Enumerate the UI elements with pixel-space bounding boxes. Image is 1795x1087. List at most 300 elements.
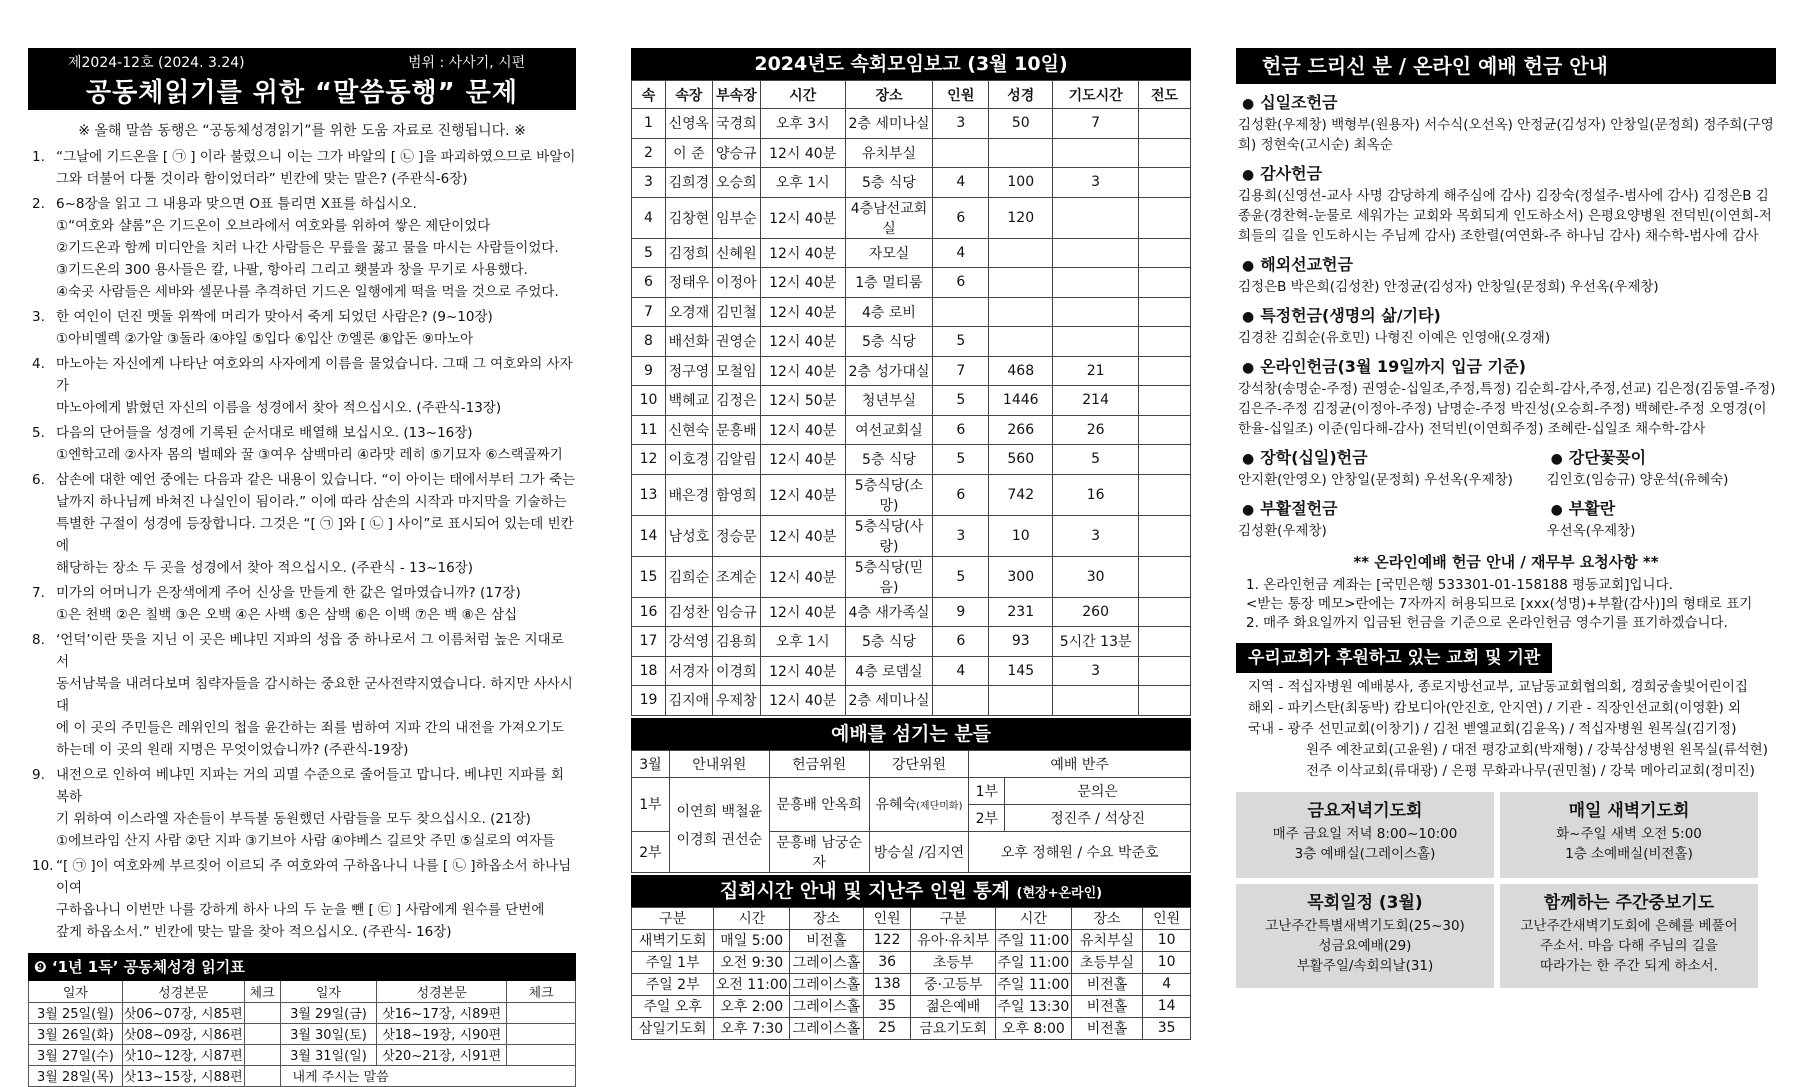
meeting-cell xyxy=(1053,686,1139,716)
info-box xyxy=(1236,792,1494,878)
offering-section-title-text: 해외선교헌금 xyxy=(1260,255,1353,274)
servers-part-1: 1부 xyxy=(632,777,670,831)
meeting-cell: 12시 40분 xyxy=(760,415,845,445)
offering-section-title xyxy=(1236,356,1776,379)
stats-cell: 유치부실 xyxy=(1071,929,1143,951)
meeting-cell: 16 xyxy=(632,597,666,627)
easter-offering-names: 김성환(우제창) xyxy=(1238,523,1327,539)
meeting-cell: 3 xyxy=(632,168,666,198)
stats-cell: 주일 11:00 xyxy=(995,951,1071,973)
meeting-cell: 9 xyxy=(933,597,989,627)
meeting-header: 인원 xyxy=(933,81,989,109)
bullet-icon: ● xyxy=(1242,96,1255,112)
meeting-row xyxy=(632,686,1191,716)
meeting-cell: 5 xyxy=(933,327,989,357)
meeting-cell: 14 xyxy=(632,515,666,556)
question-line: 하는데 이 곳의 원래 지명은 무엇이었습니까? (주관식-19장) xyxy=(56,742,409,758)
meeting-cell: 우제창 xyxy=(712,686,760,716)
stats-cell: 오후 7:30 xyxy=(714,1017,790,1039)
meeting-cell: 김성찬 xyxy=(665,597,712,627)
meeting-report-title: 2024년도 속회모임보고 (3월 10일) xyxy=(631,48,1191,80)
meeting-cell xyxy=(1139,197,1191,238)
meeting-cell: 여선교회실 xyxy=(845,415,933,445)
offering-pair-1 xyxy=(1236,447,1776,490)
stats-table xyxy=(631,907,1191,1040)
meeting-cell xyxy=(1053,268,1139,298)
bullet-icon: ● xyxy=(1550,502,1563,518)
servers-altar-header: 강단위원 xyxy=(869,750,969,777)
plan-cell: 삿16~17장, 시89편 xyxy=(377,1002,507,1023)
meeting-cell: 모철임 xyxy=(712,356,760,386)
stats-row xyxy=(632,929,1191,951)
quiz-note: ※ 올해 말씀 동행은 “공동체성경읽기”를 위한 도움 자료로 진행됩니다. ※ xyxy=(78,123,526,139)
meeting-cell: 5 xyxy=(933,556,989,597)
plan-cell: 삿10~12장, 시87편 xyxy=(122,1044,244,1065)
stats-cell: 오전 11:00 xyxy=(714,973,790,995)
offering-section-title xyxy=(1236,163,1776,186)
offering-section-title-text: 십일조헌금 xyxy=(1260,93,1338,112)
offering-section-title-text: 특정헌금(생명의 삶/기타) xyxy=(1260,306,1441,325)
question-line: 내전으로 인하여 베냐민 지파는 거의 괴멸 수준으로 줄어들고 맙니다. 베냐민 지파를 회복하 xyxy=(56,767,564,805)
offering-section xyxy=(1236,356,1776,439)
plan-header: 성경본문 xyxy=(122,981,244,1002)
meeting-cell: 17 xyxy=(632,627,666,657)
accompany-pm-name: 오후 정해원 xyxy=(1000,844,1073,861)
easter-egg-names: 우선옥(우제창) xyxy=(1546,523,1636,539)
meeting-cell: 4 xyxy=(933,238,989,268)
meeting-row xyxy=(632,138,1191,168)
meeting-cell: 5층식당(사랑) xyxy=(845,515,933,556)
meeting-cell xyxy=(989,297,1053,327)
stats-row xyxy=(632,1017,1191,1039)
plan-cell: 3월 27일(수) xyxy=(29,1044,123,1065)
question-line: 그와 더불어 다툴 것이라 함이었더라” 빈칸에 맞는 말은? (주관식-6장) xyxy=(56,171,468,187)
plan-cell: 3월 25일(월) xyxy=(29,1002,123,1023)
stats-cell: 비전홀 xyxy=(1071,1017,1143,1039)
meeting-cell: 조계순 xyxy=(712,556,760,597)
question-item xyxy=(28,193,576,303)
meeting-cell xyxy=(989,138,1053,168)
stats-cell: 삼일기도회 xyxy=(632,1017,714,1039)
info-box-line: 성금요예배(29) xyxy=(1318,938,1412,954)
plan-cell: 삿20~21장, 시91편 xyxy=(377,1044,507,1065)
meeting-cell xyxy=(1139,597,1191,627)
accompany-2bu-name: 정진주 / 석상진 xyxy=(1005,804,1191,831)
question-item xyxy=(28,629,576,761)
meeting-cell: 5 xyxy=(1053,445,1139,475)
stats-cell: 비전홀 xyxy=(790,929,864,951)
meeting-cell: 93 xyxy=(989,627,1053,657)
plan-cell: 3월 30일(토) xyxy=(280,1023,377,1044)
bullet-icon: ● xyxy=(1242,451,1255,467)
meeting-cell: 3 xyxy=(933,515,989,556)
meeting-cell: 16 xyxy=(1053,474,1139,515)
accompany-pm: 오후 정해원 / 수요 박준호 xyxy=(969,831,1191,872)
plan-cell xyxy=(244,1044,280,1065)
meeting-cell: 3 xyxy=(1053,515,1139,556)
meeting-cell: 231 xyxy=(989,597,1053,627)
stats-cell: 10 xyxy=(1143,929,1191,951)
offering-section-line: 강석창(송명순-주정) 권영순-십일조,주정,특정) 김순희-감사,주정,선교) 김은정(김동열-주정) xyxy=(1238,381,1776,397)
meeting-cell xyxy=(1139,138,1191,168)
plan-cell xyxy=(244,1023,280,1044)
plan-cell: 3월 28일(목) xyxy=(29,1065,123,1086)
meeting-cell: 6 xyxy=(632,268,666,298)
meeting-row xyxy=(632,415,1191,445)
support-line: 해외 - 파키스탄(최동박) 캄보디아(안진호, 안지연) / 기관 - 직장인선교회(이영환) 외 xyxy=(1248,700,1742,716)
meeting-header: 부속장 xyxy=(712,81,760,109)
meeting-cell xyxy=(1139,656,1191,686)
meeting-cell: 1446 xyxy=(989,386,1053,416)
stats-header: 인원 xyxy=(863,907,911,929)
meeting-cell: 12시 40분 xyxy=(760,445,845,475)
accompany-1bu-name: 문의은 xyxy=(1005,777,1191,804)
meeting-cell xyxy=(1139,686,1191,716)
servers-guide-header: 안내위원 xyxy=(669,750,769,777)
meeting-cell: 6 xyxy=(933,268,989,298)
meeting-row xyxy=(632,268,1191,298)
meeting-cell: 이정아 xyxy=(712,268,760,298)
offering-pair-2 xyxy=(1236,498,1776,541)
meeting-header: 성경 xyxy=(989,81,1053,109)
easter-egg-title xyxy=(1545,498,1776,521)
plan-cell: 3월 26일(화) xyxy=(29,1023,123,1044)
stats-cell: 초등부 xyxy=(911,951,996,973)
stats-header: 장소 xyxy=(1071,907,1143,929)
servers-month-header: 3월 xyxy=(632,750,670,777)
meeting-cell: 유치부실 xyxy=(845,138,933,168)
offering-section-title xyxy=(1236,305,1776,328)
stats-cell: 중·고등부 xyxy=(911,973,996,995)
meeting-cell: 12시 40분 xyxy=(760,597,845,627)
bullet-icon: ● xyxy=(1550,451,1563,467)
meeting-cell: 4 xyxy=(933,656,989,686)
stats-cell: 금요기도회 xyxy=(911,1017,996,1039)
meeting-cell: 신현숙 xyxy=(665,415,712,445)
question-line: 구하옵나니 이번만 나를 강하게 하사 나의 두 눈을 뺀 [ ㉢ ] 사람에게 원수를 단번에 xyxy=(56,902,545,918)
meeting-cell: 오후 1시 xyxy=(760,627,845,657)
meeting-cell: 신혜원 xyxy=(712,238,760,268)
meeting-cell: 15 xyxy=(632,556,666,597)
offering-section-title-text: 온라인헌금(3월 19일까지 입금 기준) xyxy=(1260,357,1526,376)
offering-section-line: 희) 정현숙(고시순) 최옥순 xyxy=(1238,137,1393,153)
meeting-cell: 신영옥 xyxy=(665,109,712,139)
meeting-cell: 3 xyxy=(1053,656,1139,686)
question-line: ①아비멜렉 ②가알 ③돌라 ④야일 ⑤입다 ⑥입산 ⑦엘론 ⑧압돈 ⑨마노아 xyxy=(56,331,474,347)
meeting-cell: 12시 40분 xyxy=(760,197,845,238)
plan-note-cell: 내게 주시는 말씀 xyxy=(280,1065,575,1086)
info-box xyxy=(1500,884,1758,988)
question-line: ①엔학고레 ②사자 몸의 벌떼와 꿀 ③여우 삼백마리 ④라맛 레히 ⑤기묘자 ⑥스랙골짜기 xyxy=(56,447,563,463)
meeting-cell: 7 xyxy=(1053,109,1139,139)
offering-section-line: 희들의 길을 인도하시는 주님께 감사) 조한렬(여연화-주 하나님 감사) 채수학-범사에 감사 xyxy=(1238,228,1759,244)
meeting-cell xyxy=(989,686,1053,716)
meeting-report-table xyxy=(631,80,1191,716)
meeting-cell: 12시 40분 xyxy=(760,686,845,716)
question-item xyxy=(28,353,576,419)
stats-cell: 주일 오후 xyxy=(632,995,714,1017)
meeting-header: 속 xyxy=(632,81,666,109)
meeting-cell: 백혜교 xyxy=(665,386,712,416)
stats-title-note: (현장+온라인) xyxy=(1016,885,1103,901)
meeting-cell: 4 xyxy=(632,197,666,238)
meeting-cell: 260 xyxy=(1053,597,1139,627)
question-line: ①“여호와 샬롬”은 기드온이 오브라에서 여호와를 위하여 쌓은 제단이었다 xyxy=(56,218,491,234)
meeting-cell: 오승희 xyxy=(712,168,760,198)
plan-row xyxy=(29,1065,576,1086)
meeting-cell xyxy=(1139,238,1191,268)
question-line: 기 위하여 이스라엘 자손들이 부득불 동원했던 사람들을 모두 찾으십시오. (21장) xyxy=(56,811,531,827)
meeting-cell: 742 xyxy=(989,474,1053,515)
stats-cell: 오후 2:00 xyxy=(714,995,790,1017)
meeting-cell xyxy=(1139,627,1191,657)
plan-cell xyxy=(507,1023,576,1044)
meeting-cell: 3 xyxy=(1053,168,1139,198)
meeting-cell: 11 xyxy=(632,415,666,445)
support-line-indented: 전주 이삭교회(류대광) / 은평 무화과나무(권민철) / 강북 메아리교회(정미진) xyxy=(1306,763,1755,779)
offering-section-line: 김성환(우제창) 백형부(원용자) 서수식(오선옥) 안정균(김성자) 안창일(문정희) 정주희(구영 xyxy=(1238,117,1774,133)
meeting-header: 시간 xyxy=(760,81,845,109)
meeting-cell xyxy=(933,297,989,327)
question-line: ①에브라임 산지 사람 ②단 지파 ③기브아 사람 ④야베스 길르앗 주민 ⑤실로의 여자들 xyxy=(56,833,555,849)
question-number: 9. xyxy=(32,767,45,783)
accompany-wed-name: 수요 박준호 xyxy=(1086,844,1159,861)
reading-range: 범위 : 사사기, 시편 xyxy=(408,55,526,71)
meeting-cell: 12시 40분 xyxy=(760,238,845,268)
meeting-cell: 560 xyxy=(989,445,1053,475)
stats-cell: 그레이스홀 xyxy=(790,973,864,995)
meeting-cell: 이경희 xyxy=(712,656,760,686)
info-box-line: 매주 금요일 저녁 8:00~10:00 xyxy=(1272,826,1458,842)
meeting-row xyxy=(632,556,1191,597)
meeting-cell: 26 xyxy=(1053,415,1139,445)
flower-title-text: 강단꽃꽂이 xyxy=(1568,448,1647,467)
question-number: 4. xyxy=(32,356,45,372)
meeting-cell: 5층 식당 xyxy=(845,327,933,357)
scholarship-names: 안지환(안영오) 안창일(문정희) 우선옥(우제창) xyxy=(1238,472,1513,488)
guide-names-2: 이경희 권선순 xyxy=(676,831,763,848)
quiz-column xyxy=(28,48,576,1087)
meeting-cell: 5층 식당 xyxy=(845,168,933,198)
offering-section xyxy=(1236,254,1776,297)
info-box-line: 고난주간특별새벽기도회(25~30) xyxy=(1265,918,1465,934)
meeting-cell: 120 xyxy=(989,197,1053,238)
bullet-icon: ● xyxy=(1242,258,1255,274)
meeting-cell: 30 xyxy=(1053,556,1139,597)
plan-cell: 삿13~15장, 시88편 xyxy=(122,1065,244,1086)
question-item xyxy=(28,146,576,190)
plan-cell xyxy=(507,1002,576,1023)
question-item xyxy=(28,855,576,943)
stats-cell: 매일 5:00 xyxy=(714,929,790,951)
meeting-cell xyxy=(933,138,989,168)
meeting-cell: 12시 40분 xyxy=(760,474,845,515)
meeting-cell: 정태우 xyxy=(665,268,712,298)
meeting-row xyxy=(632,656,1191,686)
meeting-cell: 12시 40분 xyxy=(760,138,845,168)
online-offering-item: <받는 통장 메모>란에는 7자까지 허용되므로 [xxx(성명)+부활(감사)]의 형태로 표기 xyxy=(1246,596,1753,612)
offering-section-title xyxy=(1236,254,1776,277)
meeting-cell: 이 준 xyxy=(665,138,712,168)
plan-cell: 삿08~09장, 시86편 xyxy=(122,1023,244,1044)
meeting-header: 장소 xyxy=(845,81,933,109)
question-number: 10. xyxy=(32,858,54,874)
plan-cell xyxy=(244,1002,280,1023)
info-boxes xyxy=(1236,792,1776,988)
stats-cell: 그레이스홀 xyxy=(790,1017,864,1039)
question-line: 특별한 구절이 성경에 등장합니다. 그것은 “[ ㉠ ]와 [ ㉡ ] 사이”로 표시되어 있는데 빈칸에 xyxy=(56,516,574,554)
meeting-cell: 자모실 xyxy=(845,238,933,268)
stats-cell: 35 xyxy=(1143,1017,1191,1039)
plan-header: 일자 xyxy=(280,981,377,1002)
meeting-cell: 4 xyxy=(933,168,989,198)
plan-header: 성경본문 xyxy=(377,981,507,1002)
question-item xyxy=(28,306,576,350)
meeting-cell: 12 xyxy=(632,445,666,475)
stats-cell: 그레이스홀 xyxy=(790,995,864,1017)
online-offering-head: ** 온라인예배 헌금 안내 / 재무부 요청사항 ** xyxy=(1353,553,1659,571)
plan-cell: 3월 29일(금) xyxy=(280,1002,377,1023)
meeting-cell: 468 xyxy=(989,356,1053,386)
meeting-cell xyxy=(1139,415,1191,445)
question-line: ③기드온의 300 용사들은 칼, 나팔, 항아리 그리고 횃불과 창을 무기로 사용했다. xyxy=(56,262,528,278)
question-line: ④숙곳 사람들은 세바와 셀문나를 추격하던 기드온 일행에게 떡을 먹을 것으로 주었다. xyxy=(56,284,559,300)
meeting-cell: 50 xyxy=(989,109,1053,139)
info-box-line: 고난주간새벽기도회에 은혜를 베풀어 xyxy=(1520,918,1738,934)
stats-cell: 초등부실 xyxy=(1071,951,1143,973)
question-line: 갚게 하옵소서.” 빈칸에 맞는 말을 찾아 적으십시오. (주관식- 16장) xyxy=(56,924,452,940)
scholarship-title-text: 장학(십일)헌금 xyxy=(1260,448,1368,467)
meeting-cell: 12시 40분 xyxy=(760,556,845,597)
flower-title xyxy=(1545,447,1776,470)
altar-name: 유혜숙 xyxy=(875,797,917,813)
info-box-line: 부활주일/속회의날(31) xyxy=(1296,958,1434,974)
scholarship-title xyxy=(1236,447,1545,470)
stats-cell: 오전 9:30 xyxy=(714,951,790,973)
meeting-cell: 김지애 xyxy=(665,686,712,716)
meeting-cell: 양승규 xyxy=(712,138,760,168)
stats-header: 구분 xyxy=(632,907,714,929)
meeting-cell: 214 xyxy=(1053,386,1139,416)
meeting-cell: 6 xyxy=(933,415,989,445)
meeting-cell: 8 xyxy=(632,327,666,357)
issue-number: 제2024-12호 (2024. 3.24) xyxy=(68,55,245,71)
offering-section-line: 한율-십일조) 이준(임다해-감사) 전덕빈(이연희주정) 조혜란-십일조 채수학-감사 xyxy=(1238,421,1706,437)
meeting-cell: 임부순 xyxy=(712,197,760,238)
meeting-cell: 6 xyxy=(933,197,989,238)
info-box-line: 따라가는 한 주간 되게 하소서. xyxy=(1540,958,1718,974)
question-item xyxy=(28,582,576,626)
stats-cell: 그레이스홀 xyxy=(790,951,864,973)
meeting-cell: 정구영 xyxy=(665,356,712,386)
meeting-row xyxy=(632,197,1191,238)
meeting-cell xyxy=(933,686,989,716)
meeting-row xyxy=(632,445,1191,475)
bullet-icon: ● xyxy=(1242,167,1255,183)
quiz-title: 공동체읽기를 위한 “말씀동행” 문제 xyxy=(86,78,518,108)
meeting-cell xyxy=(1139,109,1191,139)
meeting-cell xyxy=(1139,356,1191,386)
online-offering-item: 1. 온라인헌금 계좌는 [국민은행 533301-01-158188 평동교회]입니다. xyxy=(1246,577,1673,593)
question-item xyxy=(28,422,576,466)
stats-cell: 주일 11:00 xyxy=(995,973,1071,995)
info-box-line: 1층 소예배실(비전홀) xyxy=(1565,846,1693,862)
meeting-row xyxy=(632,327,1191,357)
meeting-cell: 21 xyxy=(1053,356,1139,386)
question-line: 한 여인이 던진 맷돌 위짝에 머리가 맞아서 죽게 되었던 사람은? (9~10장) xyxy=(56,309,493,325)
meeting-row xyxy=(632,297,1191,327)
easter-offering-title xyxy=(1236,498,1545,521)
stats-cell: 비전홀 xyxy=(1071,973,1143,995)
report-column xyxy=(631,48,1191,1040)
meeting-cell: 2층 세미나실 xyxy=(845,109,933,139)
meeting-cell: 4층 로뎀실 xyxy=(845,656,933,686)
meeting-cell xyxy=(989,327,1053,357)
plan-row xyxy=(29,1044,576,1065)
accompany-1bu-label: 1부 xyxy=(969,777,1005,804)
stats-cell: 주일 13:30 xyxy=(995,995,1071,1017)
meeting-cell: 3 xyxy=(933,109,989,139)
meeting-cell xyxy=(1139,168,1191,198)
meeting-cell: 300 xyxy=(989,556,1053,597)
meeting-cell: 배은경 xyxy=(665,474,712,515)
meeting-cell: 4층 로비 xyxy=(845,297,933,327)
stats-cell: 14 xyxy=(1143,995,1191,1017)
meeting-cell: 12시 50분 xyxy=(760,386,845,416)
question-item xyxy=(28,764,576,852)
question-line: 날까지 하나님께 바쳐진 나실인이 됨이라.” 이에 따라 삼손의 시작과 마지막을 기술하는 xyxy=(56,494,567,510)
bullet-icon: ● xyxy=(1242,360,1255,376)
meeting-cell xyxy=(1053,297,1139,327)
offering-section-line: 김은주-주정 김정균(이정아-주정) 남명순-주정 박진성(오승희-주정) 백혜란-주정 오영경(이 xyxy=(1238,401,1767,417)
meeting-cell: 145 xyxy=(989,656,1053,686)
info-box-title: 금요저녁기도회 xyxy=(1307,801,1423,821)
meeting-cell: 문흥배 xyxy=(712,415,760,445)
meeting-cell: 10 xyxy=(632,386,666,416)
support-title: 우리교회가 후원하고 있는 교회 및 기관 xyxy=(1236,643,1552,673)
info-box-line: 주소서. 마음 다해 주님의 길을 xyxy=(1540,938,1718,954)
offering-section xyxy=(1236,163,1776,246)
stats-header: 시간 xyxy=(714,907,790,929)
meeting-cell: 이호경 xyxy=(665,445,712,475)
quiz-header xyxy=(28,48,576,110)
accompany-2bu-label: 2부 xyxy=(969,804,1005,831)
offering-section-title-text: 감사헌금 xyxy=(1260,164,1323,183)
meeting-cell: 12시 40분 xyxy=(760,327,845,357)
meeting-cell: 5층식당(소망) xyxy=(845,474,933,515)
question-line: 삼손에 대한 예언 중에는 다음과 같은 내용이 있습니다. “이 아이는 태에서부터 그가 죽는 xyxy=(56,472,576,488)
flower-names: 김인호(임승규) 양운석(유혜숙) xyxy=(1546,472,1729,488)
meeting-cell: 5 xyxy=(933,386,989,416)
meeting-cell: 함영희 xyxy=(712,474,760,515)
info-box-line: 3층 예배실(그레이스홀) xyxy=(1294,846,1436,862)
meeting-cell: 12시 40분 xyxy=(760,297,845,327)
meeting-cell: 1층 멀티룸 xyxy=(845,268,933,298)
question-line: ②기드온과 함께 미디안을 치러 나간 사람들은 무릎을 꿇고 물을 마시는 사람들이었다. xyxy=(56,240,559,256)
question-number: 5. xyxy=(32,425,45,441)
question-line: 동서남북을 내려다보며 침략자들을 감시하는 중요한 군사전략지였습니다. 하지만 사사시대 xyxy=(56,676,573,714)
meeting-cell: 6 xyxy=(933,474,989,515)
meeting-cell: 7 xyxy=(632,297,666,327)
question-number: 8. xyxy=(32,632,45,648)
question-list xyxy=(28,146,576,943)
servers-offering-header: 헌금위원 xyxy=(769,750,869,777)
meeting-cell: 12시 40분 xyxy=(760,356,845,386)
online-offering-item: 2. 매주 화요일까지 입금된 헌금을 기준으로 온라인헌금 영수기를 표기하겠습니다. xyxy=(1246,615,1728,631)
offering-names-2: 문흥배 남궁순자 xyxy=(769,831,869,872)
meeting-cell: 10 xyxy=(989,515,1053,556)
stats-cell: 주일 1부 xyxy=(632,951,714,973)
